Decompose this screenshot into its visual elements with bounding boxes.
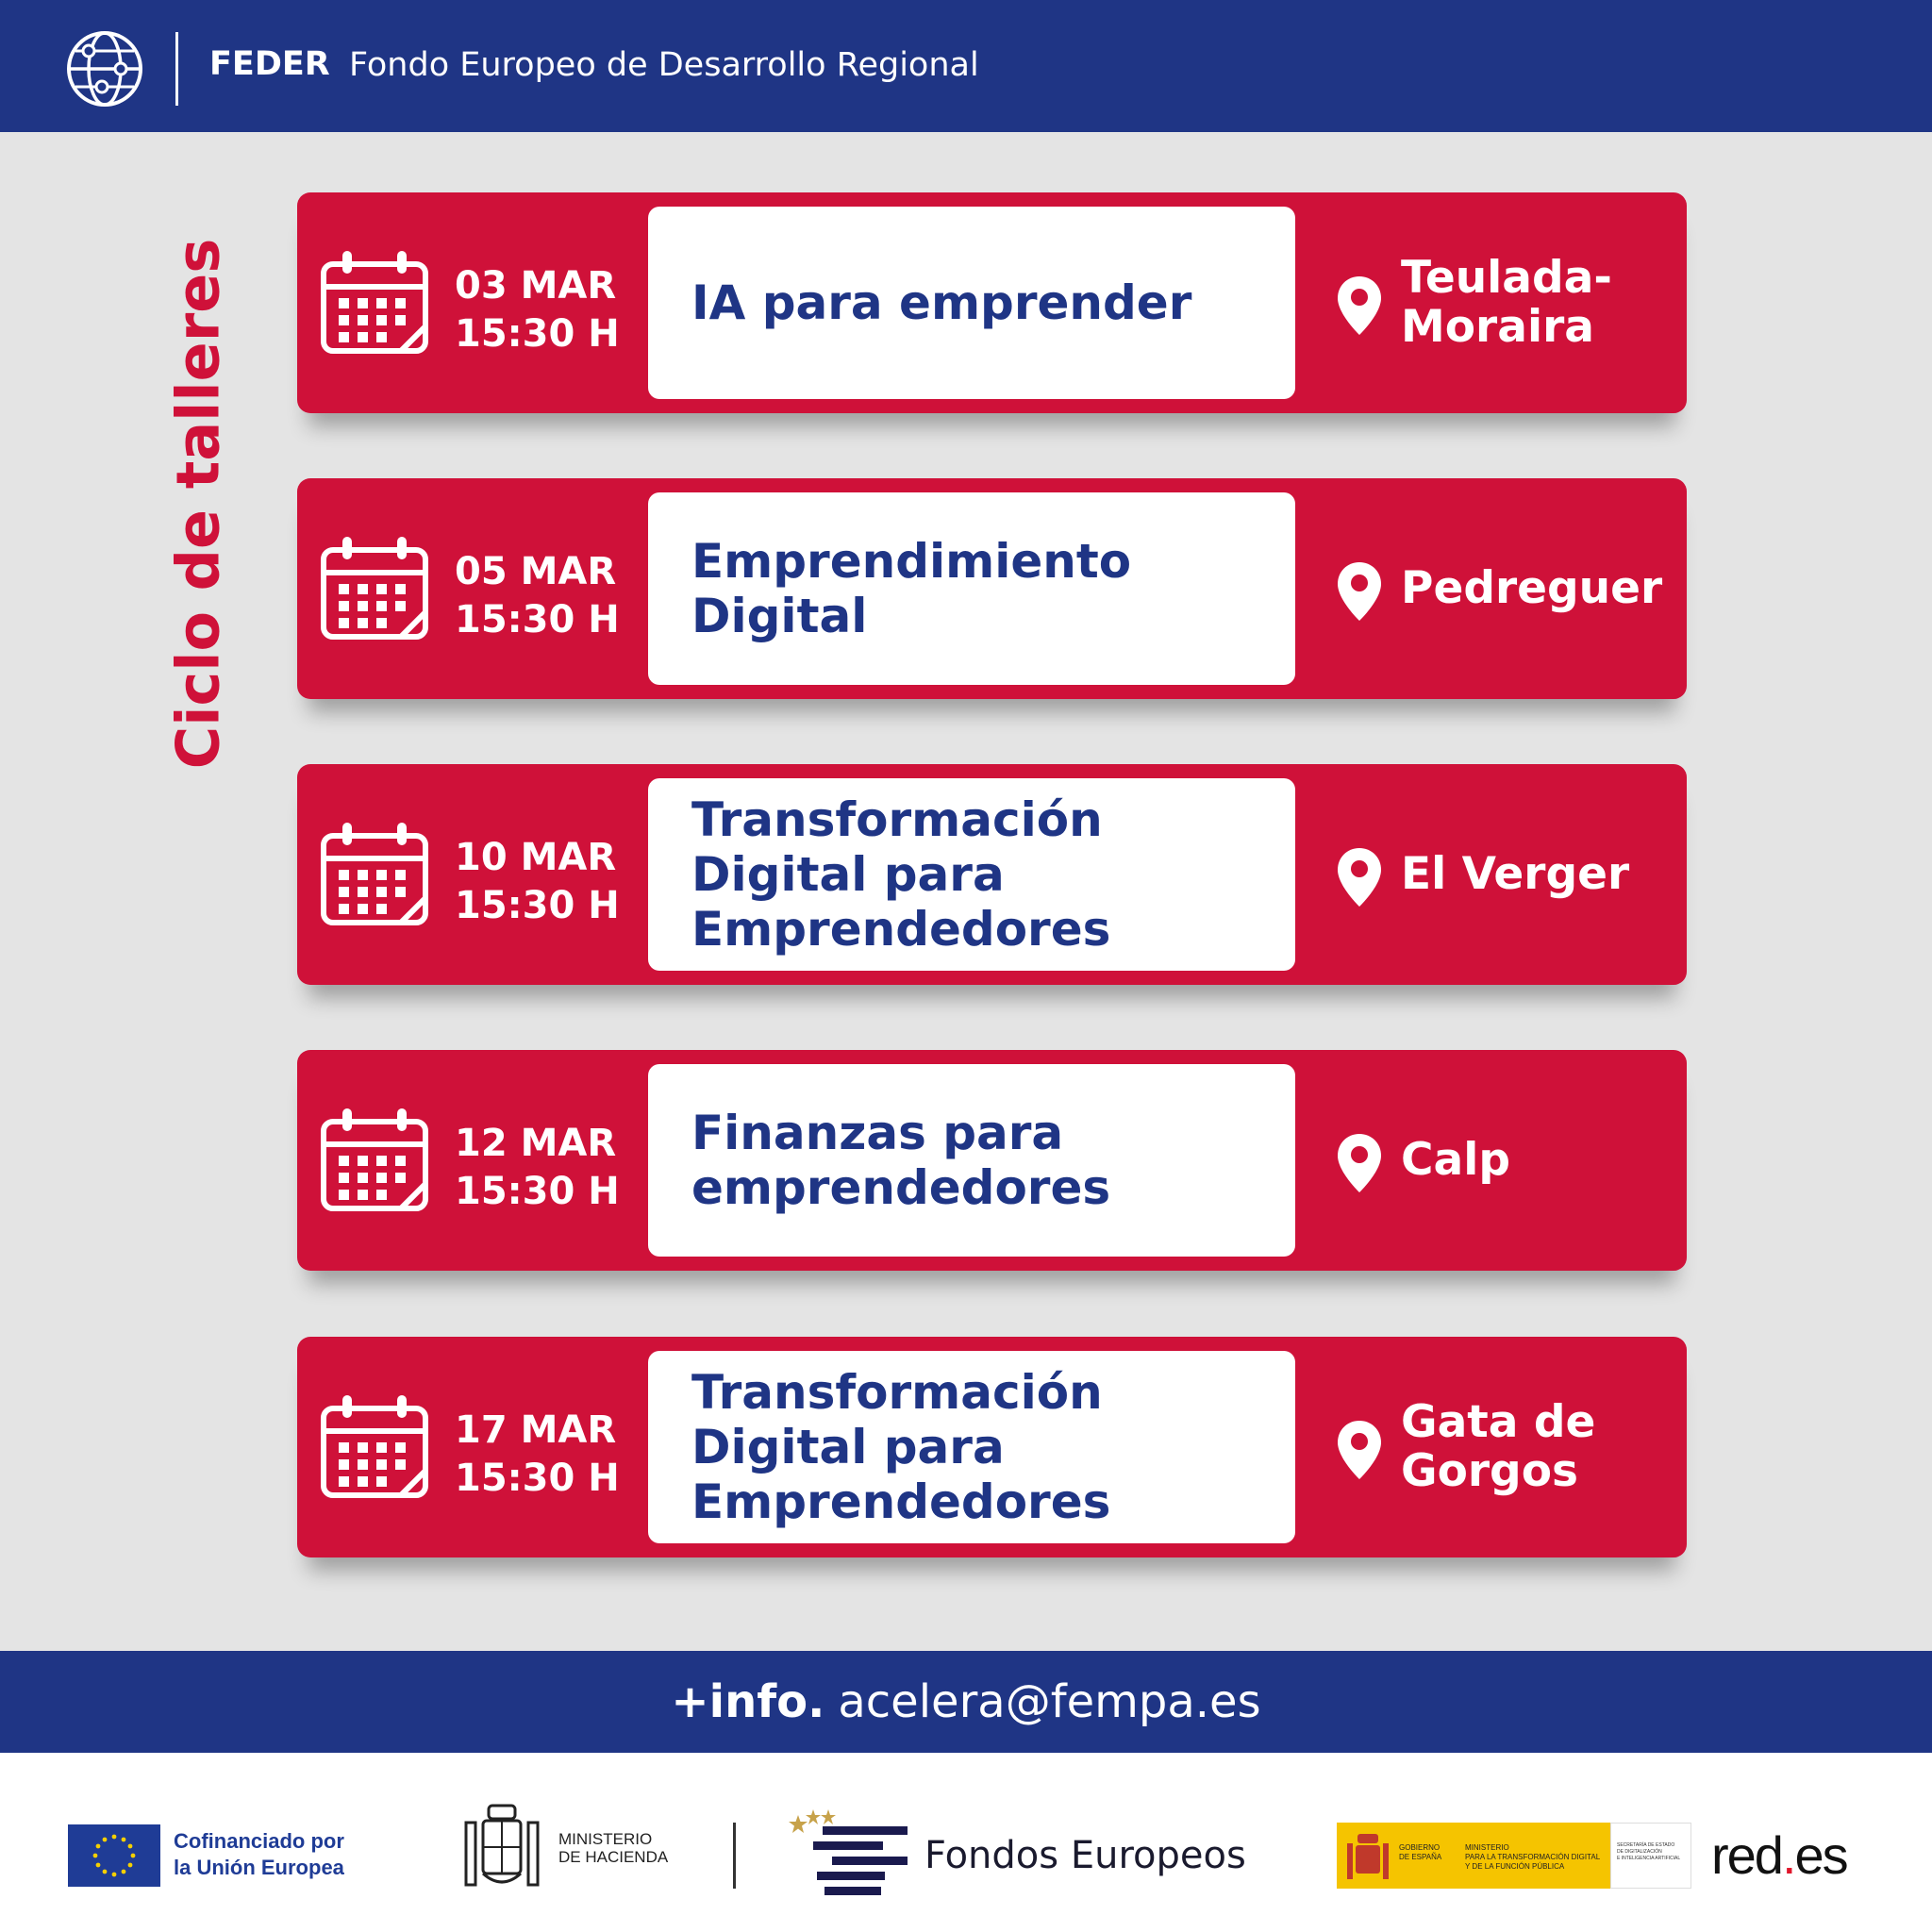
event-time: 15:30 H: [455, 598, 620, 641]
event-card: [297, 192, 1687, 413]
fondos-europeos-icon: [789, 1807, 911, 1898]
event-location: Pedreguer: [1401, 562, 1663, 614]
side-title-wrapper: [151, 223, 245, 785]
event-card: [297, 1050, 1687, 1271]
eu-text-line: Cofinanciado por: [174, 1829, 344, 1853]
red-es-logo: [1711, 1824, 1847, 1886]
secretaria-estado-logo: [1610, 1823, 1691, 1889]
feder-full-name: Fondo Europeo de Desarrollo Regional: [349, 46, 979, 84]
gobierno-espana-logo: [1337, 1823, 1610, 1889]
gobierno-text-line: DE ESPAÑA: [1399, 1853, 1442, 1861]
event-title-box: [648, 492, 1295, 685]
event-date: 17 MAR: [455, 1408, 617, 1452]
event-location: Teulada-Moraira: [1401, 252, 1612, 353]
secretaria-text-line: DE DIGITALIZACIÓN: [1617, 1849, 1662, 1855]
info-label: +info.: [671, 1675, 825, 1728]
ministerio-td-text: [1465, 1843, 1600, 1872]
secretaria-text-line: E INTELIGENCIA ARTIFICIAL: [1617, 1856, 1681, 1861]
gobierno-text-line: GOBIERNO: [1399, 1843, 1441, 1852]
event-time: 15:30 H: [455, 312, 620, 356]
header-bar: [0, 0, 1932, 132]
location-pin-icon: [1336, 1132, 1383, 1194]
eu-cofinancing-text: [174, 1828, 344, 1881]
location-pin-icon: [1336, 1419, 1383, 1481]
event-date: 05 MAR: [455, 550, 617, 593]
calendar-icon: [320, 1391, 429, 1501]
eu-text-line: la Unión Europea: [174, 1856, 344, 1879]
event-title: IA para emprender: [691, 275, 1192, 330]
calendar-icon: [320, 819, 429, 928]
calendar-icon: [320, 247, 429, 357]
redes-post: es: [1794, 1825, 1847, 1885]
info-email-link[interactable]: acelera@fempa.es: [838, 1675, 1261, 1728]
gobierno-text: [1399, 1843, 1441, 1862]
event-card: [297, 764, 1687, 985]
event-card: [297, 1337, 1687, 1557]
event-card: [297, 478, 1687, 699]
event-time: 15:30 H: [455, 1170, 620, 1213]
event-title-box: [648, 778, 1295, 971]
event-datetime: [455, 548, 620, 644]
globe-network-icon: [64, 28, 145, 109]
event-date: 12 MAR: [455, 1122, 617, 1165]
event-location: Calp: [1401, 1134, 1510, 1186]
ministry-text-line: MINISTERIO: [558, 1830, 653, 1848]
event-datetime: [455, 262, 620, 358]
event-location: El Verger: [1401, 848, 1630, 900]
event-date: 10 MAR: [455, 836, 617, 879]
event-title-box: [648, 1064, 1295, 1257]
feder-acronym: FEDER: [209, 45, 330, 83]
spanish-crest-icon: [460, 1802, 543, 1892]
event-datetime: [455, 834, 620, 930]
footer-logos: [0, 1753, 1932, 1932]
fondos-europeos-text: Fondos Europeos: [924, 1834, 1246, 1877]
calendar-icon: [320, 533, 429, 642]
calendar-icon: [320, 1105, 429, 1214]
event-datetime: [455, 1407, 620, 1503]
event-title-box: [648, 1351, 1295, 1543]
event-date: 03 MAR: [455, 264, 617, 308]
location-pin-icon: [1336, 275, 1383, 337]
event-title-box: [648, 207, 1295, 399]
ministerio-hacienda-text: [558, 1830, 668, 1866]
side-title: Ciclo de talleres: [163, 238, 233, 770]
secretaria-text: [1617, 1842, 1680, 1862]
footer-divider: [733, 1823, 736, 1889]
event-title: Finanzas para emprendedores: [691, 1106, 1111, 1215]
event-time: 15:30 H: [455, 1457, 620, 1500]
location-pin-icon: [1336, 560, 1383, 623]
event-location: Gata de Gorgos: [1401, 1396, 1596, 1497]
event-title: Emprendimiento Digital: [691, 534, 1132, 643]
event-time: 15:30 H: [455, 884, 620, 927]
ministry-text-line: DE HACIENDA: [558, 1848, 669, 1866]
event-datetime: [455, 1120, 620, 1216]
spanish-crest-icon: [1344, 1830, 1391, 1881]
eu-flag-icon: [68, 1824, 160, 1887]
header-divider: [175, 32, 178, 106]
event-title: Transformación Digital para Emprendedores: [691, 1365, 1111, 1529]
ministerio-td-line: MINISTERIO: [1465, 1843, 1509, 1852]
ministerio-td-line: Y DE LA FUNCIÓN PÚBLICA: [1465, 1862, 1565, 1871]
info-bar: [0, 1651, 1932, 1753]
event-title: Transformación Digital para Emprendedores: [691, 792, 1111, 957]
secretaria-text-line: SECRETARÍA DE ESTADO: [1617, 1842, 1675, 1848]
ministerio-td-line: PARA LA TRANSFORMACIÓN DIGITAL: [1465, 1853, 1601, 1861]
location-pin-icon: [1336, 846, 1383, 908]
redes-dot: .: [1781, 1825, 1795, 1885]
redes-pre: red: [1711, 1825, 1782, 1885]
